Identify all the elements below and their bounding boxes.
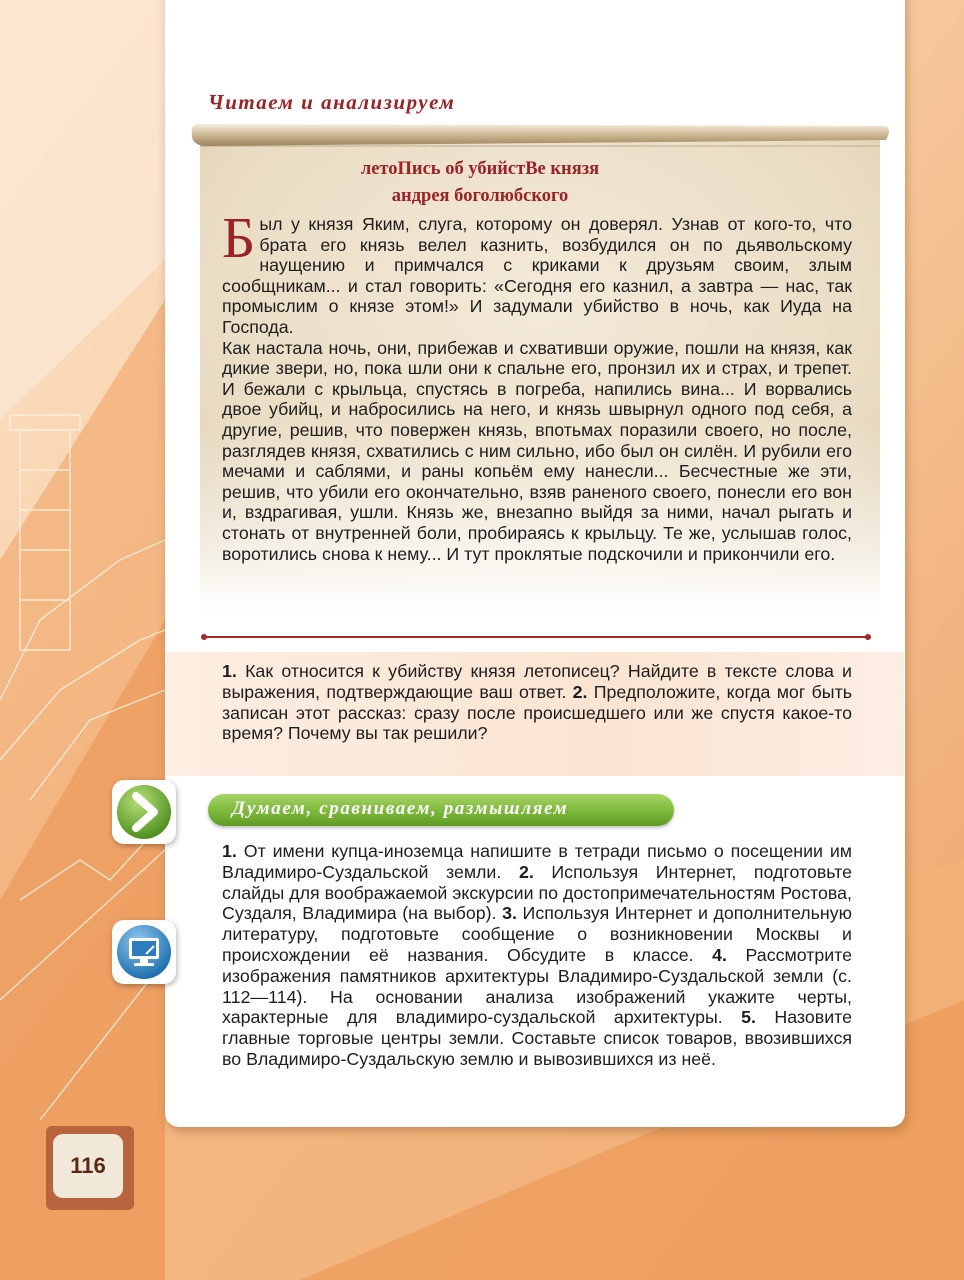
paragraph-1-text: ыл у князя Яким, слуга, которому он доверял. Узнав от кого-то, что брата его князь велел казнить, возбудился он по дьявольскому наущению и примчался с криками к друзьям своим, злым сообщникам... и стал говорить: «Сегодня его казнил, а завтра — нас, так промыслим о князе этом!» И задумали убийство в ночь, как Иуда на Господа. (222, 214, 852, 337)
task-number: 4. (712, 944, 727, 965)
tasks-block (222, 841, 852, 1070)
paragraph-2: Как настала ночь, они, прибежав и схвативши оружие, пошли на князя, как дикие звери, но, пока шли они к спальне его, пронзил их и страх, и трепет. И бежали с крыльца, спустясь в погреба, напились вина... И ворвались двое убийц, и набросились на него, и князь швырнул одного под себя, а другие, решив, что повержен князь, впотьмах поразили своего, но после, разглядев князя, схватились с ним сильно, ибо был он силён. И рубили его мечами и саблями, и раны копьём ему нанесли... Бесчестные же эти, решив, что убили его окончательно, взяв раненого своего, понесли его вон и, вздрагивая, ушли. Князь же, внезапно выйдя за ними, начал рыгать и стонать от внутренней боли, пробираясь к крыльцу. Те же, услышав голос, воротились снова к нему... И тут проклятые подскочили и прикончили его. (222, 337, 852, 564)
document-title-line2: андрея боголюбского (391, 186, 569, 206)
document-text (222, 205, 852, 564)
task-number: 2. (518, 861, 534, 882)
page-number: 116 (53, 1134, 123, 1198)
computer-monitor-icon (112, 920, 176, 984)
question-text: Предположите, когда мог быть записан этот рассказ: сразу после происшедшего или же спустя какое-то время? Почему вы так решили? (222, 681, 852, 744)
think-compare-label: Думаем, сравниваем, размышляем (232, 798, 569, 819)
think-compare-banner (208, 794, 674, 826)
task-number: 5. (741, 1007, 756, 1028)
question-text: Как относится к убийству князя летописец? Найдите в тексте слова и выражения, подтверждающие ваш ответ. (222, 661, 852, 702)
question-number: 1. (222, 661, 237, 681)
task-number: 1. (222, 841, 237, 861)
divider-rule (204, 636, 868, 638)
task-number: 3. (502, 903, 517, 924)
task-text: Рассмотрите изображения памятников архитектуры Владимиро-Суздальской земли (с. 112—114). На основании анализа изображений укажите черты, характерные для владимиро-суздальской архитектуры. (222, 944, 852, 1028)
drop-cap: Б (222, 205, 256, 270)
questions-block (222, 661, 852, 744)
arrow-right-icon (112, 780, 176, 844)
document-title-line1: летоПись об убийстВе князя (360, 159, 600, 179)
task-text: Используя Интернет, подготовьте слайды для воображаемой экскурсии по достопримечательностям Ростова, Суздаля, Владимира (на выбор). (222, 861, 852, 924)
section-heading: Читаем и анализируем (208, 90, 456, 114)
task-text: От имени купца-иноземца напишите в тетради письмо о посещении им Владимиро-Суздальской земли. (222, 841, 852, 882)
next-arrow-badge (112, 780, 176, 844)
page-number-tab (46, 1126, 134, 1210)
paragraph-1 (222, 205, 852, 338)
computer-badge (112, 920, 176, 984)
task-text: Назовите главные торговые центры земли. Составьте список товаров, ввозившихся во Владимиро-Суздальскую землю и вывозившихся из неё. (222, 1007, 852, 1069)
document-title (190, 156, 770, 210)
question-number: 2. (572, 681, 588, 702)
task-text: Используя Интернет и дополнительную литературу, подготовьте сообщение о возникновении Москвы и происхождении её названия. Обсудите в классе. (222, 903, 852, 965)
